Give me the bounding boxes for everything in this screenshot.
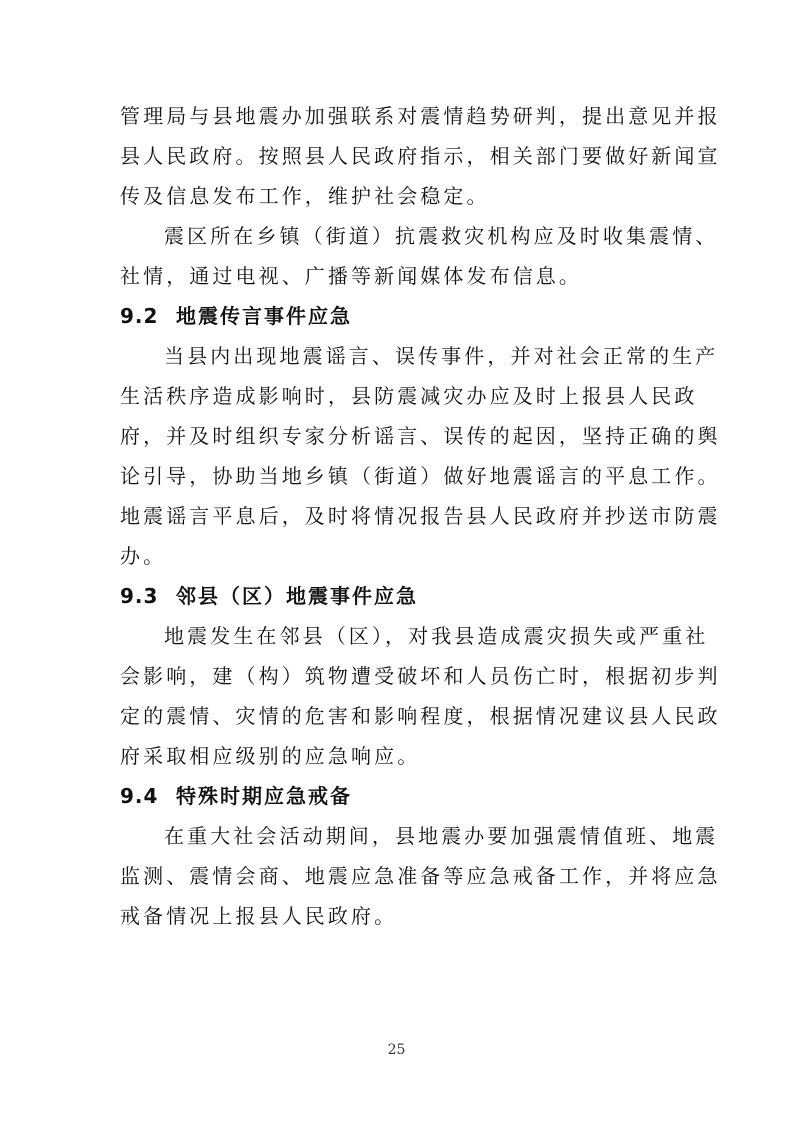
paragraph-line: 戒备情况上报县人民政府。 [120,904,398,928]
paragraph-line: 会影响，建（构）筑物遭受破坏和人员伤亡时，根据初步判 [120,664,721,688]
paragraph-line: 府采取相应级别的应急响应。 [120,744,421,768]
page-number: 25 [387,1042,406,1058]
paragraph-line: 在重大社会活动期间，县地震办要加强震情值班、地震 [164,824,719,848]
paragraph-line: 论引导，协助当地乡镇（街道）做好地震谣言的平息工作。 [120,464,721,488]
paragraph-line: 生活秩序造成影响时，县防震减灾办应及时上报县人民政 [120,384,698,408]
section-number: 9.2 [120,304,159,328]
section-number: 9.4 [120,784,159,808]
section-title: 地震传言事件应急 [176,304,352,328]
paragraph-line: 县人民政府。按照县人民政府指示，相关部门要做好新闻宣 [120,144,721,168]
paragraph-line: 当县内出现地震谣言、误传事件，并对社会正常的生产 [164,344,719,368]
paragraph-line: 传及信息发布工作，维护社会稳定。 [120,184,490,208]
section-title: 邻县（区）地震事件应急 [176,584,418,608]
section-number: 9.3 [120,584,159,608]
paragraph-line: 管理局与县地震办加强联系对震情趋势研判，提出意见并报 [120,104,721,128]
paragraph-line: 监测、震情会商、地震应急准备等应急戒备工作，并将应急 [120,864,721,888]
paragraph-line: 震区所在乡镇（街道）抗震救灾机构应及时收集震情、 [164,224,719,248]
paragraph-line: 办。 [120,544,167,568]
paragraph-line: 府，并及时组织专家分析谣言、误传的起因，坚持正确的舆 [120,424,721,448]
section-heading-9-4 [120,782,352,810]
paragraph-line: 定的震情、灾情的危害和影响程度，根据情况建议县人民政 [120,704,721,728]
section-title: 特殊时期应急戒备 [176,784,352,808]
section-heading-9-3 [120,582,418,610]
section-heading-9-2 [120,302,352,330]
paragraph-line: 地震谣言平息后，及时将情况报告县人民政府并抄送市防震 [120,504,721,528]
paragraph-line: 地震发生在邻县（区），对我县造成震灾损失或严重社 [164,624,709,648]
paragraph-line: 社情，通过电视、广播等新闻媒体发布信息。 [120,264,582,288]
